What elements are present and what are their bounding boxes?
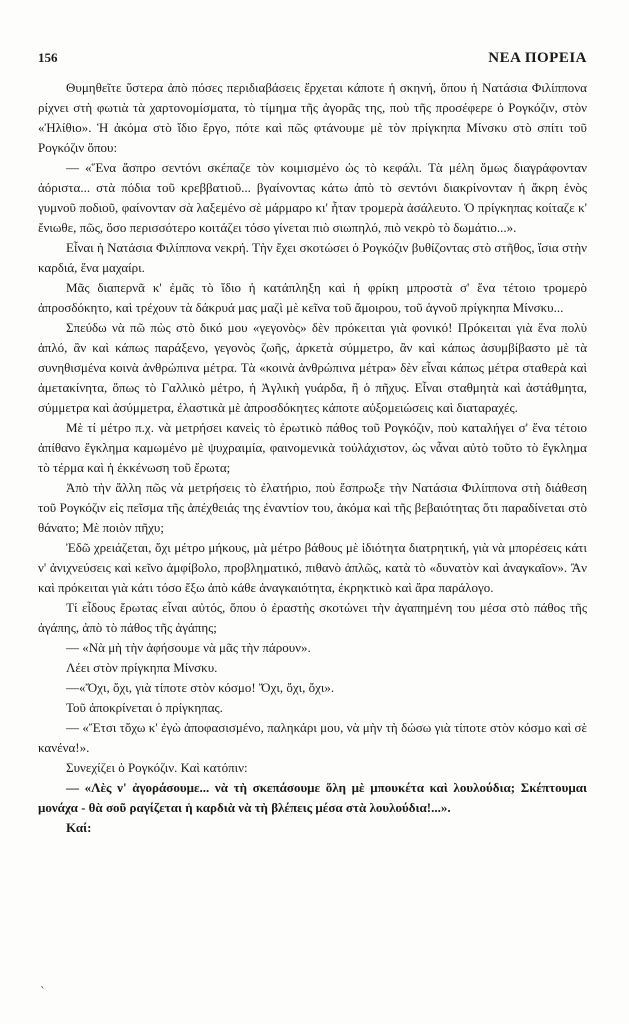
paragraph: Μᾶς διαπερνᾶ κ' ἐμᾶς τὸ ἴδιο ἡ κατάπληξη καὶ ἡ φρίκη μπροστὰ σ' ἕνα τέτοιο τρομερὸ ἀπροσδόκητο, καὶ τρέχουν τὰ δάκρυά μας μαζὶ μὲ κεῖνα τοῦ ἄμοιρου, τοῦ ἁγνοῦ πρίγκηπα Μίνσκυ... [38,280,587,315]
paragraph: — «Ἔτσι τὄχω κ' ἐγὼ ἀποφασισμένο, παληκάρι μου, νὰ μὴν τὴ δώσω γιὰ τίποτε στὸν κόσμο καὶ σὲ κανένα!». [38,720,587,755]
paragraph: Εἶναι ἡ Νατάσια Φιλίππονα νεκρή. Τὴν ἔχει σκοτώσει ὁ Ρογκόζιν βυθίζοντας στὸ στῆθος, ἴσια στὴν καρδιά, ἕνα μαχαίρι. [38,240,587,275]
paragraph: Μὲ τί μέτρο π.χ. νὰ μετρήσει κανεὶς τὸ ἐρωτικὸ πάθος τοῦ Ρογκόζιν, ποὺ καταλήγει σ' ἕνα τέτοιο ἀπίθανο ἔγκλημα καμωμένο μὲ ψυχραιμία, φαινομενικὰ τοὐλάχιστον, ὡς νἆναι αὐτὸ τοῦτο τὸ ἔγκλημα τὸ τέρμα καὶ ἡ ἐκκένωση τοῦ ἔρωτα; [38,420,587,475]
paragraph: Λέει στὸν πρίγκηπα Μίνσκυ. [66,660,218,675]
paragraph: Τί εἶδους ἔρωτας εἶναι αὐτός, ὅπου ὁ ἐραστὴς σκοτώνει τὴν ἀγαπημένη του μέσα στὸ πάθος τῆς ἀγάπης, ἀπὸ τὸ πάθος τῆς ἀγάπης; [38,600,587,635]
paragraph: Συνεχίζει ὁ Ρογκόζιν. Καὶ κατόπιν: [66,760,248,775]
paragraph: — «Ἕνα ἄσπρο σεντόνι σκέπαζε τὸν κοιμισμένο ὡς τὸ κεφάλι. Τὰ μέλη ὅμως διαγράφονταν ἀόριστα... στὰ πόδια τοῦ κρεββατιοῦ... βγαίνοντας κάτω ἀπὸ τὸ σεντόνι διακρίνονταν ἡ ἄκρη ἑνὸς γυμνοῦ ποδιοῦ, φαίνονταν σὰ λαξεμένο σὲ μάρμαρο κι' ἦταν τρομερὰ ἀσάλευτο. Ὁ πρίγκηπας κοίταζε κ' ἔνιωθε, πῶς, ὅσο περισσότερο κοιτάζει τόσο γίνεται πιὸ σιωπηλό, πιὸ νεκρὸ τὸ δωμάτιο...». [38,160,587,235]
body-text [38,78,587,838]
running-head [38,50,587,68]
journal-title: ΝΕΑ ΠΟΡΕΙΑ [488,50,587,66]
paragraph: — «Νὰ μὴ τὴν ἀφήσουμε νὰ μᾶς τὴν πάρουν». [66,640,311,655]
paragraph: Ἐδῶ χρειάζεται, ὄχι μέτρο μήκους, μὰ μέτρο βάθους μὲ ἰδιότητα διατρητική, γιὰ νὰ μπορέσεις κάτι ν' ἀνιχνεύσεις καὶ κεῖνο ἀμφίβολο, προβληματικό, πιθανὸ ἁπλῶς, κατὰ τὸ «δυνατὸν καὶ ἀναγκαῖον». Ἂν καὶ πρόκειται γιὰ κάτι τόσο ἔξω ἀπὸ κάθε ἀναγκαιότητα, ἐκρηκτικὸ καὶ ἄρα παράλογο. [38,540,587,595]
page-number: 156 [38,50,58,65]
paragraph: Θυμηθεῖτε ὕστερα ἀπὸ πόσες περιδιαβάσεις ἔρχεται κάποτε ἡ σκηνή, ὅπου ἡ Νατάσια Φιλίππονα ρίχνει στὴ φωτιὰ τὰ χαρτονομίσματα, τὸ τίμημα τῆς ἀγορᾶς της, ποὺ τῆς προσέφερε ὁ Ρογκόζιν, στὸν «Ἠλίθιο». Ἡ ἀκόμα στὸ ἴδιο ἔργο, πότε καὶ πῶς φτάνουμε μὲ τὸν πρίγκηπα Μίνσκυ στὸ σπίτι τοῦ Ρογκόζιν ὅπου: [38,80,587,155]
paragraph: —«Ὄχι, ὄχι, γιὰ τίποτε στὸν κόσμο! Ὄχι, ὄχι, ὄχι». [66,680,335,695]
paragraph: Σπεύδω νὰ πῶ πὼς στὸ δικό μου «γεγονὸς» δὲν πρόκειται γιὰ φονικό! Πρόκειται γιὰ ἕνα πολὺ ἁπλό, ἂν καὶ κάπως παράξενο, γεγονὸς ζωῆς, ἀρκετὰ σύμμετρο, ἂν καὶ κάπως ἀσυμβίβαστο μὲ τὰ συνηθισμένα κοινὰ ἀνθρώπινα μέτρα. Τὰ «κοινὰ ἀνθρώπινα μέτρα» δὲν εἶναι κάπως μέτρα σταθερὰ καὶ ἀμετακίνητα, ὅπως τὸ Γαλλικὸ μέτρο, ἡ Ἀγλικὴ γυάρδα, ἢ ὁ πῆχυς. Εἶναι σταθμητὰ καὶ ἀστάθμητα, σύμμετρα καὶ ἀσύμμετρα, ἐλαστικὰ μὲ ἀπροσδόκητες κάποτε αὐξομειώσεις καὶ διαταραχές. [38,320,587,415]
paragraph: Ἀπὸ τὴν ἄλλη πῶς νὰ μετρήσεις τὸ ἐλατήριο, ποὺ ἔσπρωξε τὴν Νατάσια Φιλίππονα στὴ διάθεση τοῦ Ρογκόζιν εἰς πεῖσμα τῆς ἀπέχθειάς της ἐναντίον του, ἀκόμα καὶ τῆς βεβαιότητας ὅτι παραδίνεται στὸ θάνατο; Μὲ ποιὸν πῆχυ; [38,480,587,535]
paragraph: Καί: [66,820,92,835]
paragraph: — «Λὲς ν' ἀγοράσουμε... νὰ τὴ σκεπάσουμε ὅλη μὲ μπουκέτα καὶ λουλούδια; Σκέπτουμαι μονάχα - θὰ σοῦ ραγίζεται ἡ καρδιὰ νὰ τὴ βλέπεις μέσα στὰ λουλούδια!...». [38,780,587,815]
margin-mark: ˋ [40,985,46,999]
paragraph: Τοῦ ἀποκρίνεται ὁ πρίγκηπας. [66,700,223,715]
